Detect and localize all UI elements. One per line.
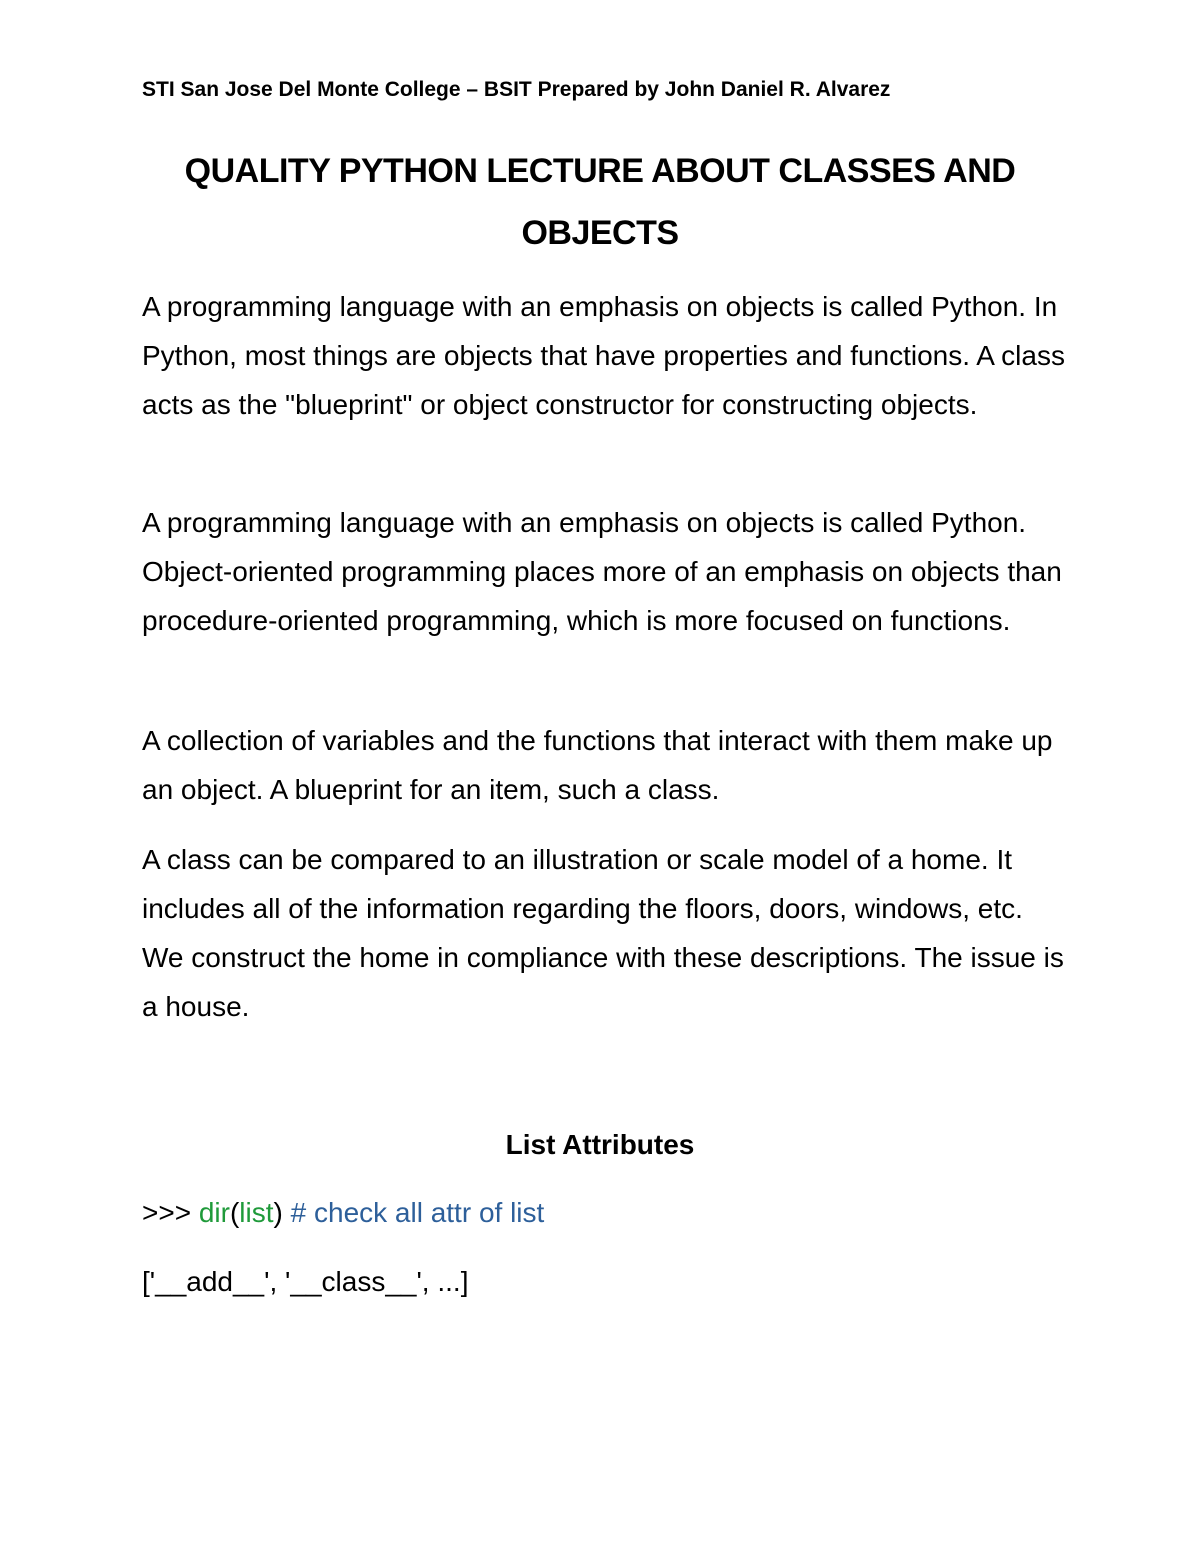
code-example-output: ['__add__', '__class__', ...] xyxy=(142,1266,469,1297)
paragraph-2: A programming language with an emphasis on objects is called Python. Object-oriented programming places more of an emphasis on objects than procedure-oriented programming, which is more focused on functions. xyxy=(142,507,1062,636)
page-header: STI San Jose Del Monte College – BSIT Prepared by John Daniel R. Alvarez xyxy=(142,78,891,101)
code-open-paren: ( xyxy=(229,1197,240,1228)
title-line-1: QUALITY PYTHON LECTURE ABOUT CLASSES AND xyxy=(184,152,1016,190)
code-argument: list xyxy=(239,1197,274,1228)
code-comment: # check all attr of list xyxy=(282,1197,545,1228)
code-prompt: >>> xyxy=(142,1197,199,1228)
section-heading: List Attributes xyxy=(505,1129,695,1160)
document-title xyxy=(100,140,1100,264)
title-line-2: OBJECTS xyxy=(521,214,679,252)
paragraph-1: A programming language with an emphasis on objects is called Python. In Python, most things are objects that have properties and functions. A class acts as the "blueprint" or object constructor for constructing objects. xyxy=(142,291,1065,420)
code-close-paren: ) xyxy=(273,1197,283,1228)
paragraph-4: A class can be compared to an illustration or scale model of a home. It includes all of the information regarding the floors, doors, windows, etc. We construct the home in compliance with these descriptions. The issue is a house. xyxy=(142,844,1064,1022)
paragraph-3: A collection of variables and the functions that interact with them make up an object. A blueprint for an item, such a class. xyxy=(142,725,1053,805)
code-function: dir xyxy=(198,1197,230,1228)
code-example-input xyxy=(142,1188,544,1237)
